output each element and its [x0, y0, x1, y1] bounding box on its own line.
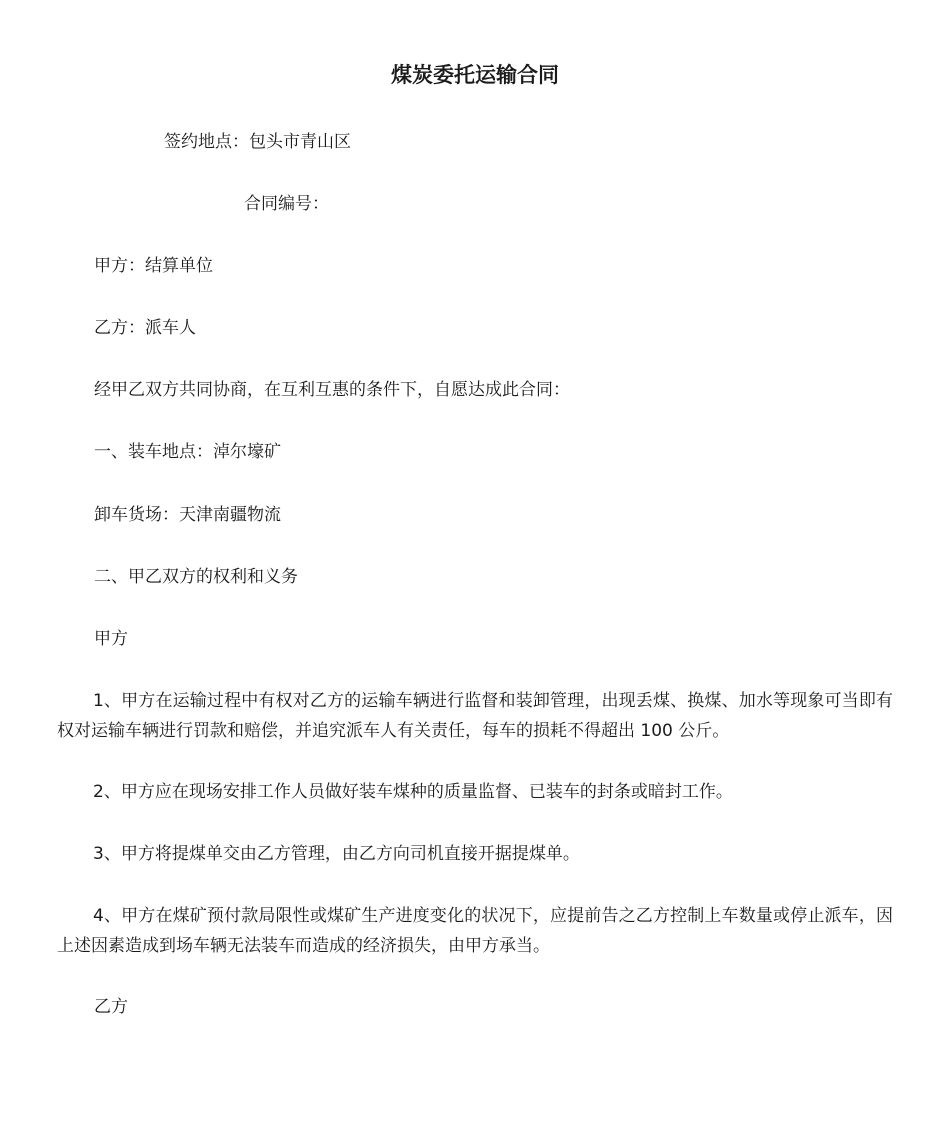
party-b-heading: 乙方 — [94, 997, 128, 1017]
document-title: 煤炭委托运输合同 — [391, 63, 559, 87]
party-a: 甲方：结算单位 — [94, 256, 213, 276]
unloading-place: 卸车货场：天津南疆物流 — [94, 505, 281, 525]
contract-number: 合同编号： — [244, 194, 329, 214]
section-two-heading: 二、甲乙双方的权利和义务 — [94, 567, 298, 587]
clause-2: 2、甲方应在现场安排工作人员做好装车煤种的质量监督、已装车的封条或暗封工作。 — [93, 782, 733, 802]
clause-1: 1、甲方在运输过程中有权对乙方的运输车辆进行监督和装卸管理，出现丢煤、换煤、加水等现象可当即有权对运输车辆进行罚款和赔偿，并追究派车人有关责任，每车的损耗不得超出 100 公斤。 — [57, 691, 893, 741]
party-b: 乙方：派车人 — [94, 318, 196, 338]
sign-place: 签约地点：包头市青山区 — [164, 132, 351, 152]
loading-place: 一、装车地点：淖尔壕矿 — [94, 442, 281, 462]
clause-4: 4、甲方在煤矿预付款局限性或煤矿生产进度变化的状况下，应提前告之乙方控制上车数量或停止派车，因上述因素造成到场车辆无法装车而造成的经济损失，由甲方承当。 — [57, 906, 893, 956]
preamble: 经甲乙双方共同协商，在互利互惠的条件下，自愿达成此合同： — [94, 380, 570, 400]
party-a-heading: 甲方 — [94, 629, 128, 649]
clause-3: 3、甲方将提煤单交由乙方管理，由乙方向司机直接开据提煤单。 — [93, 844, 580, 864]
